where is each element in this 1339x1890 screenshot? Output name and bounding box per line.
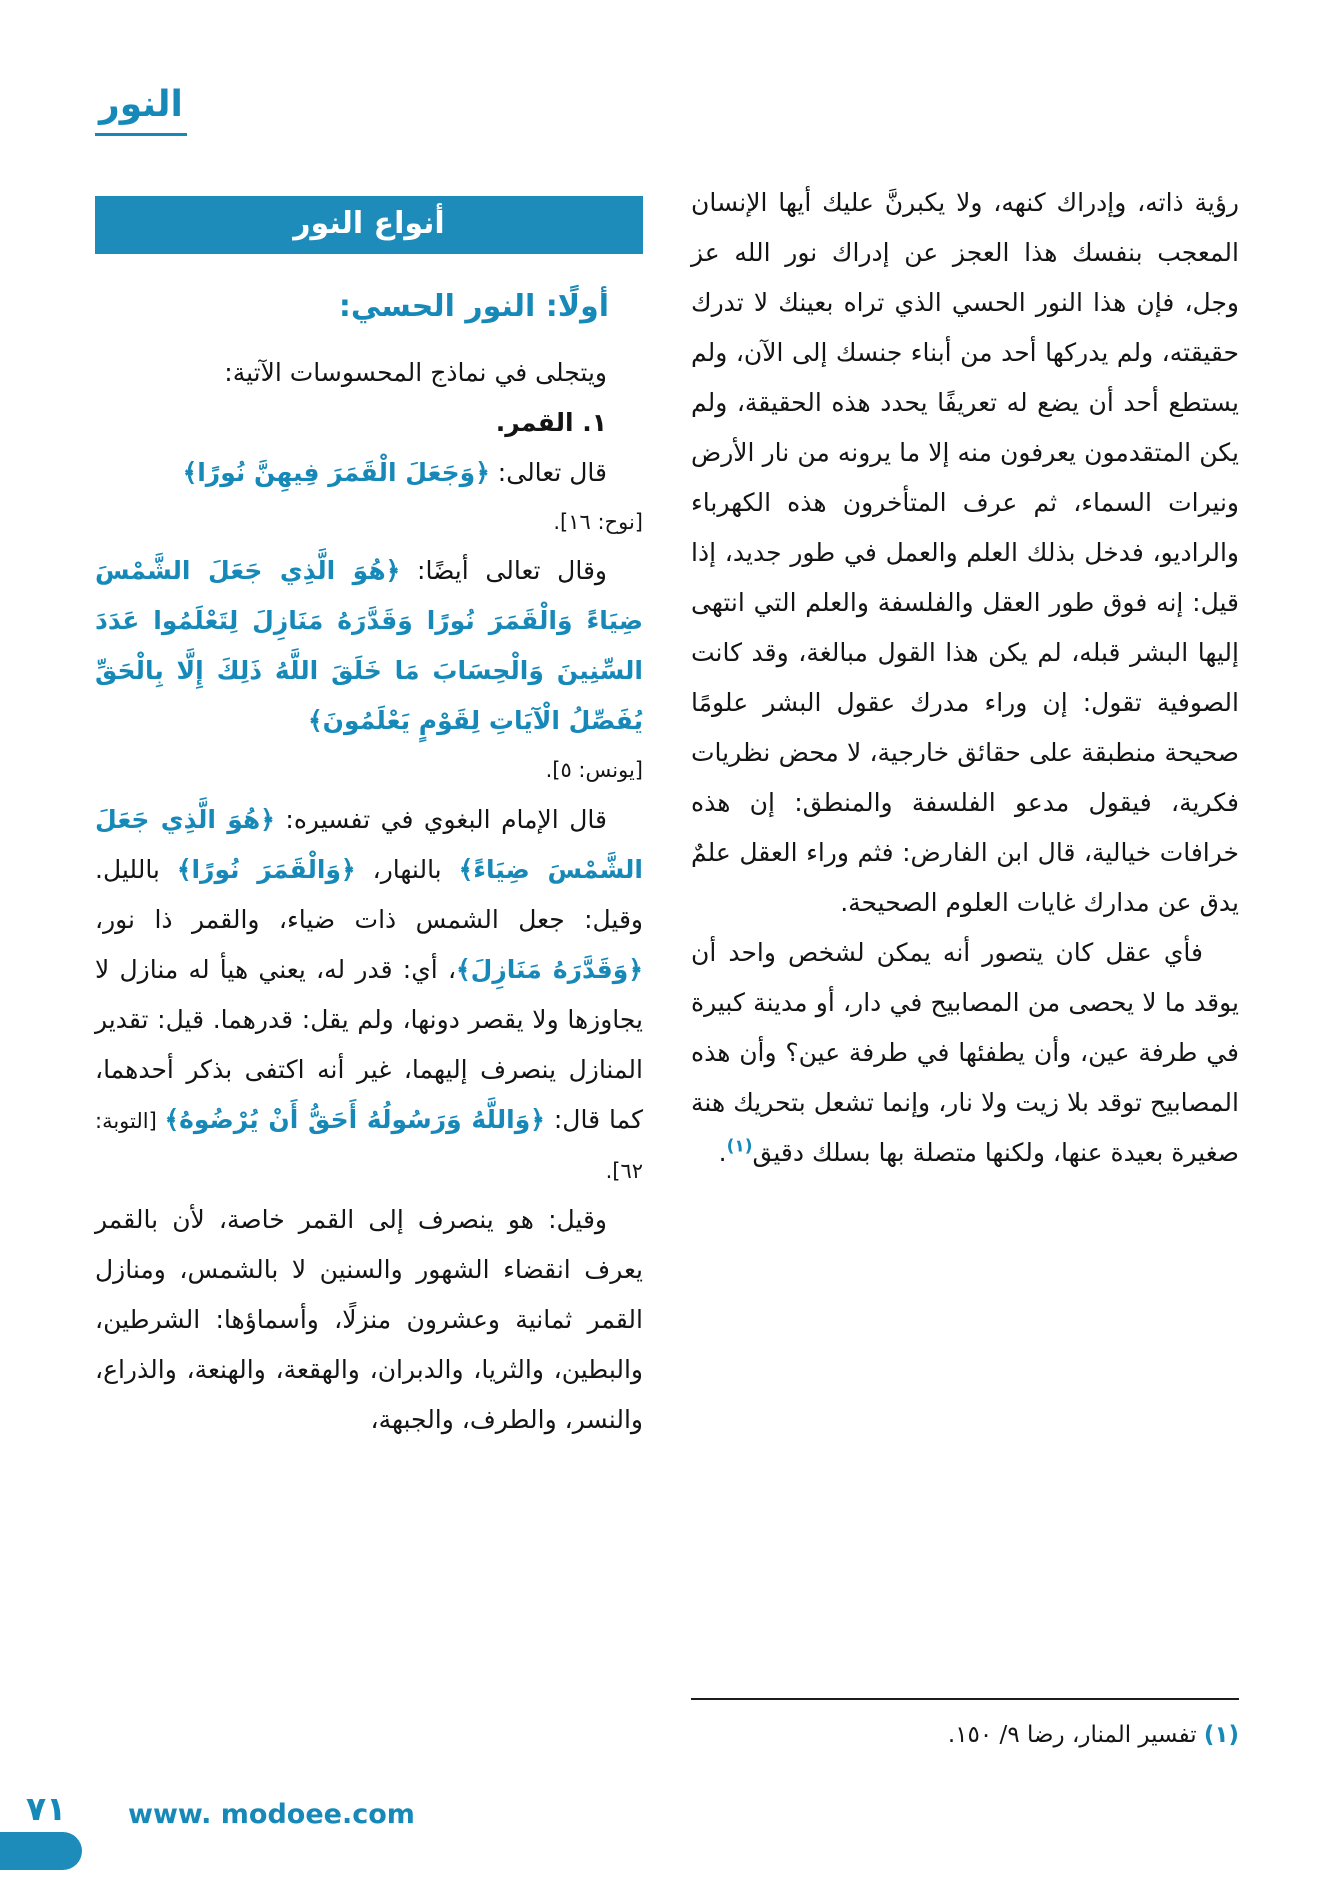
list-item-moon: ١. القمر.: [495, 408, 607, 437]
quran-verse: ﴿وَقَدَّرَهُ مَنَازِلَ﴾: [456, 954, 643, 984]
footnote-marker-sup: (١): [726, 1136, 753, 1157]
text-run: بالليل. وقيل: جعل الشمس ذات ضياء، والقمر ذا نور،: [95, 854, 643, 934]
website-url: www. modoee.com: [128, 1799, 415, 1830]
footnote-marker: (١): [1203, 1722, 1239, 1748]
quran-verse: ﴿هُوَ الَّذِي جَعَلَ الشَّمْسَ ضِيَاءً﴾: [95, 804, 643, 884]
quran-verse: ﴿وَاللَّهُ وَرَسُولُهُ أَحَقُّ أَنْ يُرْضُوهُ﴾: [164, 1104, 545, 1134]
column-left: [95, 196, 643, 1445]
footnote: [691, 1714, 1239, 1758]
footnote-separator: [691, 1698, 1239, 1700]
quran-verse: ﴿وَالْقَمَرَ نُورًا﴾: [176, 854, 356, 884]
column-right: [691, 178, 1239, 1178]
intro-line: ويتجلى في نماذج المحسوسات الآتية:: [224, 358, 607, 387]
quran-verse: ﴿وَجَعَلَ الْقَمَرَ فِيهِنَّ نُورًا﴾: [182, 458, 490, 487]
verse-reference-yunus: [يونس: ٥].: [545, 758, 643, 783]
paragraph-quote-1: [95, 448, 643, 498]
paragraph-continuation: رؤية ذاته، وإدراك كنهه، ولا يكبرنَّ عليك أيها الإنسان المعجب بنفسك هذا العجز عن إدراك نور الله عز وجل، فإن هذا النور الحسي الذي تراه بعينك لا تدرك حقيقته، ولم يدركها أحد من أبناء جنسك إلى الآن، ولم يستطع أحد أن يضع له تعريفًا يحدد هذه الحقيقة، ولم يكن المتقدمون يعرفون منه إلا ما يرونه من نار الأرض ونيرات السماء، ثم عرف المتأخرون هذه الكهرباء والراديو، فدخل بذلك العلم والعمل في طور جديد، إذا قيل: إنه فوق طور العقل والفلسفة والعلم التي انتهى إليها البشر قبله، لم يكن هذا القول مبالغة، وقد كانت الصوفية تقول: إن وراء مدرك عقول البشر علومًا صحيحة منطبقة على حقائق خارجية، لا محض نظريات فكرية، فيقول مدعو الفلسفة والمنطق: إن هذه خرافات خيالية، قال ابن الفارض: فثم وراء العقل علمٌ يدق عن مدارك غايات العلوم الصحيحة.: [691, 188, 1239, 917]
text-run: بالنهار،: [355, 854, 459, 884]
paragraph-baghawi: [95, 795, 643, 1195]
subsection-heading: أولًا: النور الحسي:: [338, 289, 609, 324]
footer-accent-bar: [0, 1832, 82, 1870]
paragraph-quote-2: [95, 546, 643, 746]
text-run: فأي عقل كان يتصور أنه يمكن لشخص واحد أن يوقد ما لا يحصى من المصابيح في دار، أو مدينة كبيرة في طرفة عين، وأن يطفئها في طرفة عين؟ وأن هذه المصابيح توقد بلا زيت ولا نار، وإنما تشعل بتحريك هنة صغيرة بعيدة عنها، ولكنها متصلة بها بسلك دقيق: [691, 938, 1239, 1167]
text-run: ، أي: قدر له، يعني هيأ له منازل لا يجاوزها ولا يقصر دونها، ولم يقل: قدرهما. قيل: تقدير المنازل ينصرف إليهما، غير أنه اكتفى بذكر أحدهما، كما قال:: [95, 954, 643, 1134]
text-run: .: [718, 1138, 727, 1167]
text-run: وقال تعالى أيضًا:: [400, 556, 607, 586]
verse-reference-tawba: [التوبة: ٦٢].: [95, 1108, 643, 1183]
paragraph-lunar-mansions: وقيل: هو ينصرف إلى القمر خاصة، لأن بالقمر يعرف انقضاء الشهور والسنين لا بالشمس، ومنازل القمر ثمانية وعشرون منزلًا، وأسماؤها: الشرطين، والبطين، والثريا، والدبران، والهقعة، والهنعة، والذراع، والنسر، والطرف، والجبهة،: [95, 1204, 643, 1434]
running-head: النور: [95, 84, 187, 136]
footnote-text: تفسير المنار، رضا ٩/ ١٥٠.: [947, 1722, 1204, 1748]
text-run: قال تعالى:: [489, 458, 607, 487]
quran-verse: ﴿هُوَ الَّذِي جَعَلَ الشَّمْسَ ضِيَاءً وَالْقَمَرَ نُورًا وَقَدَّرَهُ مَنَازِلَ لِتَعْلَمُوا عَدَدَ السِّنِينَ وَالْحِسَابَ مَا خَلَقَ اللَّهُ ذَلِكَ إِلَّا بِالْحَقِّ يُفَصِّلُ الْآيَاتِ لِقَوْمٍ يَعْلَمُونَ﴾: [95, 556, 643, 736]
text-run: قال الإمام البغوي في تفسيره:: [274, 804, 607, 834]
page-number: ٧١: [26, 1789, 67, 1828]
section-title-box: أنواع النور: [95, 196, 643, 254]
verse-reference-nuh: [نوح: ١٦].: [553, 510, 643, 534]
paragraph-lamps: [691, 928, 1239, 1178]
